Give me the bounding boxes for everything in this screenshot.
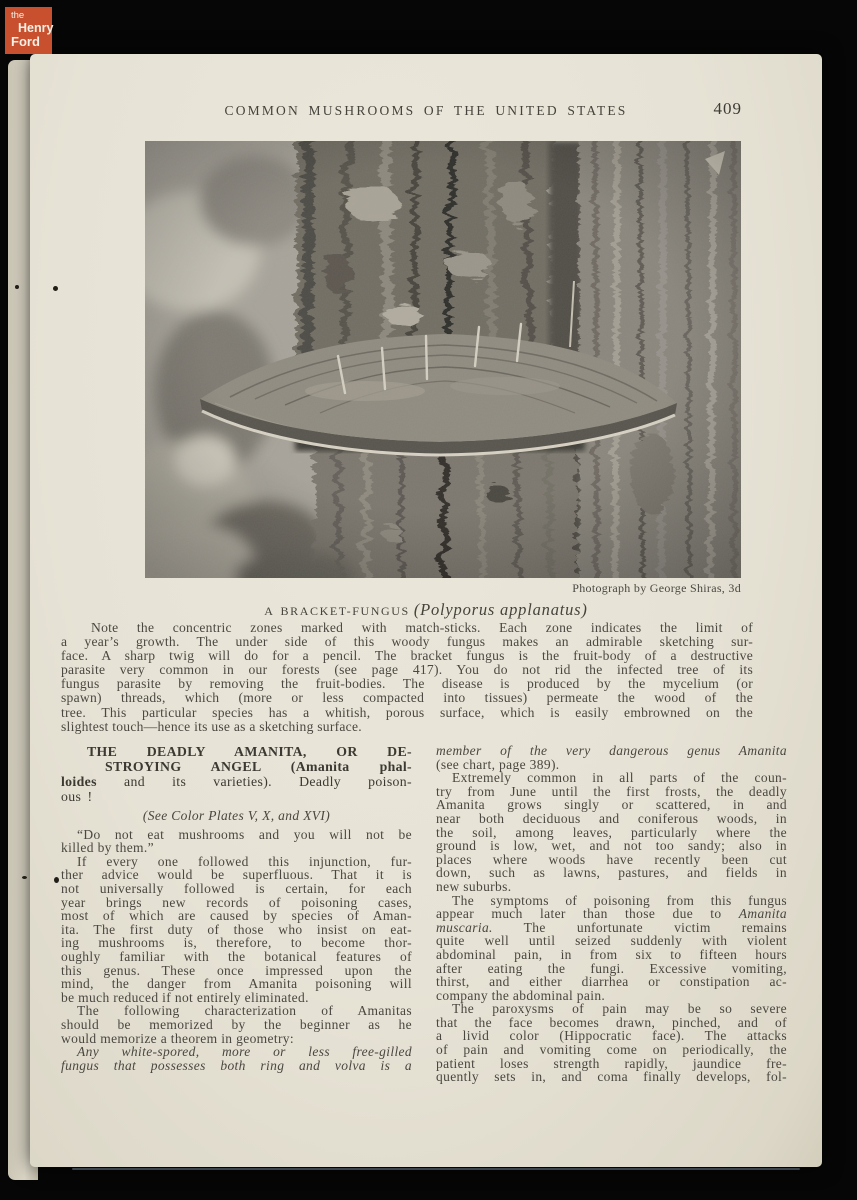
text-segment: Amanita (738, 906, 787, 922)
text-line (61, 809, 412, 823)
text-segment: thirst, and either diarrhea or constipation ac- (436, 974, 787, 990)
text-line (436, 907, 787, 921)
text-segment: year brings new records of poisoning cases, (61, 894, 412, 910)
paragraph (61, 1004, 412, 1045)
text-line (61, 706, 753, 720)
text-segment: fungus that possesses both ring and volva is a (61, 1057, 412, 1073)
text-segment: ita. The first duty of those who insist on eat- (61, 921, 412, 937)
bracket-fungus-photograph (145, 141, 741, 578)
text-segment: muscaria. (436, 919, 493, 935)
text-line (436, 934, 787, 948)
text-line (436, 1043, 787, 1057)
text-line (61, 1004, 412, 1018)
logo-line-the: the (11, 10, 25, 21)
text-line (436, 785, 787, 799)
text-segment: Any white-spored, more or less free-gilled (77, 1044, 412, 1060)
text-line (436, 758, 787, 772)
text-segment: and its varieties). Deadly poison- (96, 774, 412, 789)
text-line (61, 789, 412, 804)
text-line (61, 828, 412, 842)
binding-hole (54, 877, 59, 883)
plate-reference (61, 809, 412, 823)
text-line (61, 964, 412, 978)
text-line (436, 962, 787, 976)
text-line (436, 1057, 787, 1071)
text-line (61, 991, 412, 1005)
text-segment: ing mushrooms is, therefore, to become thor- (61, 935, 412, 951)
text-line (61, 720, 753, 734)
text-line (61, 744, 412, 759)
text-segment: The symptoms of poisoning from this fungus (452, 892, 787, 908)
text-segment: quently sets in, and coma finally develops, fol- (436, 1069, 787, 1085)
text-line (436, 853, 787, 867)
page-number: 409 (713, 99, 742, 118)
text-segment: ground is low, wet, and not too sandy; also in (436, 838, 787, 854)
text-segment: (See Color Plates V, X, and XVI) (142, 808, 331, 823)
text-segment: company the abdominal pain. (436, 987, 606, 1003)
text-segment: spawn) threads, which (more or less compacted into tissues) permeate the wood of the (61, 690, 753, 706)
text-segment: mind, the danger from Amanita poisoning will (61, 976, 412, 992)
text-segment: ous ! (61, 789, 93, 804)
text-line (436, 948, 787, 962)
text-segment: that the face becomes drawn, pinched, and of (436, 1014, 787, 1030)
text-line (436, 798, 787, 812)
text-segment: The paroxysms of pain may be so severe (452, 1001, 787, 1017)
text-line (436, 771, 787, 785)
text-segment: The unfortunate victim remains (492, 919, 787, 935)
text-segment: after eating the fungi. Excessive vomiting, (436, 960, 787, 976)
text-segment: a year’s growth. The under side of this woody fungus makes an admirable sketching sur- (61, 634, 753, 650)
text-segment: If every one followed this injunction, fur- (77, 853, 412, 869)
text-segment: new suburbs. (436, 878, 512, 894)
text-line (436, 839, 787, 853)
text-segment: member of the very dangerous genus Amanita (436, 743, 787, 758)
paragraph (436, 744, 787, 771)
text-line (61, 950, 412, 964)
text-segment: Amanita grows singly or scattered, in and (436, 797, 787, 813)
text-line (436, 826, 787, 840)
text-segment: down, such as lawns, pastures, and fields in (436, 865, 787, 881)
text-segment: fungus parasite by removing the fruit-bodies. The disease is produced by the mycelium (or (61, 676, 753, 692)
text-line (61, 923, 412, 937)
text-segment: a livid color (Hippocratic face). The attacks (436, 1028, 787, 1044)
figure-caption-species: (Polyporus applanatus) (413, 600, 588, 619)
text-segment: of pain and vomiting come on periodically, the (436, 1042, 787, 1058)
text-line (436, 1070, 787, 1084)
text-line (436, 866, 787, 880)
text-line (436, 1002, 787, 1016)
photo-credit: Photograph by George Shiras, 3d (572, 581, 741, 595)
paragraph (436, 1002, 787, 1084)
paragraph (61, 1045, 412, 1072)
bracket-fungus-photo-illustration (145, 141, 741, 578)
text-line (436, 975, 787, 989)
text-line (436, 989, 787, 1003)
text-line (61, 882, 412, 896)
text-segment: would memorize a theorem in geometry: (61, 1030, 295, 1046)
figure-caption-label: A BRACKET-FUNGUS (264, 604, 410, 618)
text-segment: this genus. These once impressed upon the (61, 962, 412, 978)
figure-caption (30, 600, 822, 620)
text-line (61, 635, 753, 649)
text-segment: near both deciduous and coniferous woods, in (436, 810, 787, 826)
text-segment: slightest touch—hence its use as a sketching surface. (61, 718, 362, 734)
text-line (61, 1059, 412, 1073)
page-bottom-edge-highlight (72, 1168, 800, 1170)
text-column-right (436, 744, 787, 1084)
text-line (61, 759, 412, 774)
text-segment: not universally followed is certain, for each (61, 880, 412, 896)
text-column-left (61, 744, 412, 1084)
text-line (61, 691, 753, 705)
text-segment: Note the concentric zones marked with match-sticks. Each zone indicates the limit of (91, 620, 753, 635)
text-segment: the soil, among leaves, particularly where the (436, 824, 787, 840)
text-line (61, 909, 412, 923)
text-line (436, 1016, 787, 1030)
body-text-columns (61, 744, 787, 1084)
text-segment: killed by them.” (61, 840, 154, 856)
paragraph (61, 828, 412, 855)
text-segment: tree. This particular species has a whitish, porous surface, which is easily embrowned on the (61, 704, 753, 720)
text-line (436, 744, 787, 758)
binding-hole (22, 876, 27, 879)
text-line (61, 868, 412, 882)
logo-line-henry: Henry (18, 20, 54, 35)
text-line (61, 1018, 412, 1032)
text-segment: (see chart, page 389). (436, 756, 560, 772)
text-segment: “Do not eat mushrooms and you will not be (77, 826, 412, 842)
text-segment: STROYING ANGEL (Amanita phal- (105, 759, 412, 774)
text-segment: face. A sharp twig will do for a pencil. The bracket fungus is the fruit-body of a destructive (61, 648, 753, 664)
text-segment: be much reduced if not entirely eliminated. (61, 989, 309, 1005)
text-segment: oughly familiar with the botanical features of (61, 948, 412, 964)
paragraph (436, 771, 787, 893)
text-line (61, 1032, 412, 1046)
text-line (61, 774, 412, 789)
text-line (436, 894, 787, 908)
henry-ford-logo (5, 7, 52, 54)
text-line (61, 936, 412, 950)
text-segment: THE DEADLY AMANITA, OR DE- (87, 744, 412, 759)
binding-hole (15, 285, 19, 289)
text-line (436, 921, 787, 935)
text-line (61, 677, 753, 691)
text-line (61, 896, 412, 910)
text-line (436, 880, 787, 894)
text-segment: loides (61, 774, 97, 789)
text-line (61, 663, 753, 677)
text-segment: should be memorized by the beginner as he (61, 1016, 412, 1032)
figure-note (61, 621, 753, 734)
text-segment: try from June until the first frosts, the deadly (436, 783, 787, 799)
text-segment: The following characterization of Amanitas (77, 1003, 412, 1019)
text-segment: places where woods have recently been cut (436, 851, 787, 867)
logo-line-ford: Ford (11, 34, 40, 49)
text-line (436, 1029, 787, 1043)
book-page (30, 54, 822, 1167)
text-line (61, 977, 412, 991)
text-line (61, 1045, 412, 1059)
paragraph (436, 894, 787, 1003)
binding-hole (53, 286, 58, 291)
text-segment: quite well until seized suddenly with violent (436, 933, 787, 949)
paragraph (61, 855, 412, 1005)
text-segment: ther advice would be superfluous. That it is (61, 867, 412, 883)
text-line (61, 855, 412, 869)
text-line (61, 621, 753, 635)
text-line (61, 841, 412, 855)
text-segment: Extremely common in all parts of the coun- (452, 770, 787, 786)
text-segment: most of which are caused by species of Aman- (61, 908, 412, 924)
text-line (436, 812, 787, 826)
running-head: COMMON MUSHROOMS OF THE UNITED STATES (224, 103, 628, 118)
section-heading (61, 744, 412, 804)
text-line (61, 649, 753, 663)
text-segment: patient loses strength rapidly, jaundice fre- (436, 1055, 787, 1071)
text-segment: parasite very common in our forests (see page 417). You do not rid the infected tree of its (61, 662, 753, 678)
text-segment: appear much later than those due to (436, 906, 739, 922)
text-segment: abdominal pain, in from six to fifteen hours (436, 946, 787, 962)
